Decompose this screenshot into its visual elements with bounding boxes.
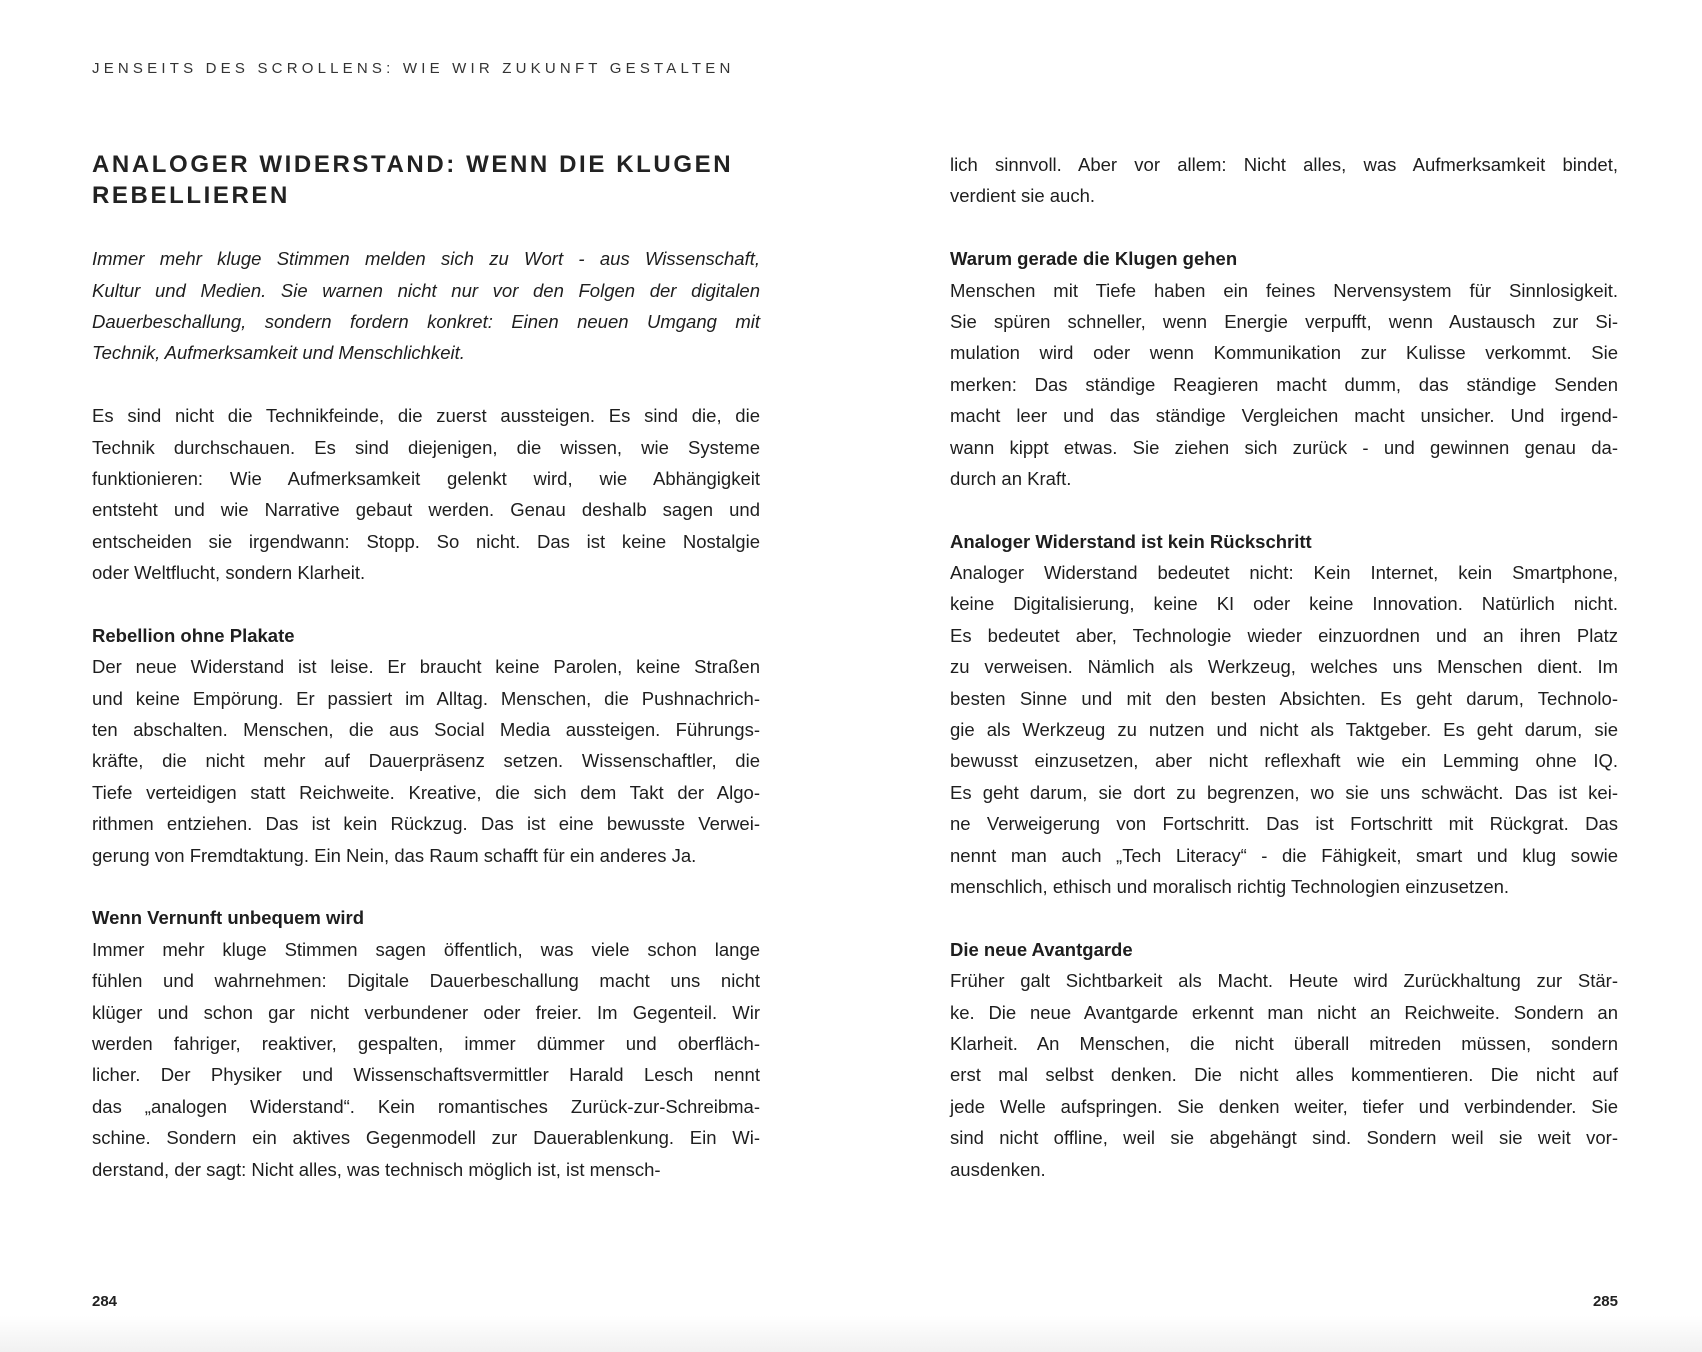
body-text-line: Es bedeutet aber, Technologie wieder einzuordnen und an ihren Platz bbox=[950, 624, 1618, 646]
body-text-line: bewusst einzusetzen, aber nicht reflexhaft wie ein Lemming ohne IQ. bbox=[950, 750, 1618, 772]
body-text-line: sind nicht offline, weil sie abgehängt sind. Sondern weil sie weit vor- bbox=[950, 1127, 1618, 1149]
body-text-line: Früher galt Sichtbarkeit als Macht. Heute wird Zurückhaltung zur Stär- bbox=[950, 970, 1618, 992]
body-text-line: entscheiden sie irgendwann: Stopp. So nicht. Das ist keine Nostalgie bbox=[92, 530, 760, 552]
left-page-column bbox=[92, 149, 760, 1185]
body-text-line: Technik durchschauen. Es sind diejenigen, die wissen, wie Systeme bbox=[92, 436, 760, 458]
section-heading: Analoger Widerstand ist kein Rückschritt bbox=[950, 530, 1312, 552]
body-text-line: zu verweisen. Nämlich als Werkzeug, welches uns Menschen dient. Im bbox=[950, 656, 1618, 678]
paragraph-gap bbox=[950, 494, 1618, 525]
bottom-shadow bbox=[0, 1316, 1702, 1352]
body-text-line: mulation wird oder wenn Kommunikation zur Kulisse verkommt. Sie bbox=[950, 342, 1618, 364]
body-text-line: ausdenken. bbox=[950, 1158, 1046, 1180]
paragraph-gap bbox=[92, 871, 760, 902]
body-text-line: schine. Sondern ein aktives Gegenmodell zur Dauerablenkung. Ein Wi- bbox=[92, 1127, 760, 1149]
body-text-line: durch an Kraft. bbox=[950, 467, 1072, 489]
body-text-line: verdient sie auch. bbox=[950, 185, 1096, 207]
body-text-line: Der neue Widerstand ist leise. Er braucht keine Parolen, keine Straßen bbox=[92, 656, 760, 678]
page-number-left: 284 bbox=[92, 1293, 118, 1310]
paragraph-gap bbox=[950, 212, 1618, 243]
section-heading: Die neue Avantgarde bbox=[950, 938, 1133, 960]
body-text-line: gie als Werkzeug zu nutzen und nicht als Taktgeber. Es geht darum, sie bbox=[950, 719, 1618, 741]
body-text-line: merken: Das ständige Reagieren macht dumm, das ständige Senden bbox=[950, 373, 1618, 395]
body-text-line: Sie spüren schneller, wenn Energie verpufft, wenn Austausch zur Si- bbox=[950, 310, 1618, 332]
body-text-line: wann kippt etwas. Sie ziehen sich zurück - und gewinnen genau da- bbox=[950, 436, 1618, 458]
page-number-right: 285 bbox=[1592, 1293, 1618, 1310]
body-text-line: Klarheit. An Menschen, die nicht überall mitreden müssen, sondern bbox=[950, 1032, 1618, 1054]
body-text-line: licher. Der Physiker und Wissenschaftsvermittler Harald Lesch nennt bbox=[92, 1064, 760, 1086]
intro-line: Technik, Aufmerksamkeit und Menschlichkeit. bbox=[92, 342, 465, 364]
body-text-line: rithmen entziehen. Das ist kein Rückzug. Das ist eine bewusste Verwei- bbox=[92, 813, 760, 835]
body-text-line: keine Digitalisierung, keine KI oder keine Innovation. Natürlich nicht. bbox=[950, 593, 1618, 615]
body-text-line: ke. Die neue Avantgarde erkennt man nicht an Reichweite. Sondern an bbox=[950, 1001, 1618, 1023]
body-text-line: und keine Empörung. Er passiert im Alltag. Menschen, die Pushnachrich- bbox=[92, 687, 760, 709]
body-text-line: macht leer und das ständige Vergleichen macht unsicher. Und irgend- bbox=[950, 405, 1618, 427]
body-text-line: ten abschalten. Menschen, die aus Social Media aussteigen. Führungs- bbox=[92, 719, 760, 741]
body-text-line: menschlich, ethisch und moralisch richtig Technologien einzusetzen. bbox=[950, 875, 1510, 897]
body-text-line: derstand, der sagt: Nicht alles, was technisch möglich ist, ist mensch- bbox=[92, 1158, 661, 1180]
paragraph-gap bbox=[950, 902, 1618, 933]
body-text-line: Es geht darum, sie dort zu begrenzen, wo sie uns schwächt. Das ist kei- bbox=[950, 781, 1618, 803]
body-text-line: besten Sinne und mit den besten Absichten. Es geht darum, Technolo- bbox=[950, 687, 1618, 709]
intro-line: Dauerbeschallung, sondern fordern konkret: Einen neuen Umgang mit bbox=[92, 310, 760, 332]
body-text-line: fühlen und wahrnehmen: Digitale Dauerbeschallung macht uns nicht bbox=[92, 970, 760, 992]
running-head: JENSEITS DES SCROLLENS: WIE WIR ZUKUNFT GESTALTEN bbox=[92, 60, 735, 77]
body-text-line: Menschen mit Tiefe haben ein feines Nervensystem für Sinnlosigkeit. bbox=[950, 279, 1618, 301]
body-text-line: lich sinnvoll. Aber vor allem: Nicht alles, was Aufmerksamkeit bindet, bbox=[950, 154, 1618, 175]
paragraph-gap bbox=[92, 212, 760, 243]
chapter-title-line: REBELLIEREN bbox=[92, 182, 290, 210]
body-text-line: Es sind nicht die Technikfeinde, die zuerst aussteigen. Es sind die, die bbox=[92, 405, 760, 427]
body-text-line: klüger und schon gar nicht verbundener oder freier. Im Gegenteil. Wir bbox=[92, 1001, 760, 1023]
intro-line: Kultur und Medien. Sie warnen nicht nur vor den Folgen der digitalen bbox=[92, 279, 760, 301]
body-text-line: gerung von Fremdtaktung. Ein Nein, das Raum schafft für ein anderes Ja. bbox=[92, 844, 697, 866]
section-heading: Rebellion ohne Plakate bbox=[92, 624, 295, 646]
body-text-line: funktionieren: Wie Aufmerksamkeit gelenkt wird, wie Abhängigkeit bbox=[92, 467, 760, 489]
section-heading: Wenn Vernunft unbequem wird bbox=[92, 907, 365, 929]
body-text-line: Immer mehr kluge Stimmen sagen öffentlich, was viele schon lange bbox=[92, 938, 760, 960]
body-text-line: nennt man auch „Tech Literacy“ - die Fähigkeit, smart und klug sowie bbox=[950, 844, 1618, 866]
paragraph-gap bbox=[92, 588, 760, 619]
body-text-line: erst mal selbst denken. Die nicht alles kommentieren. Die nicht auf bbox=[950, 1064, 1618, 1086]
body-text-line: ne Verweigerung von Fortschritt. Das ist Fortschritt mit Rückgrat. Das bbox=[950, 813, 1618, 835]
body-text-line: jede Welle aufspringen. Sie denken weiter, tiefer und verbindender. Sie bbox=[950, 1095, 1618, 1117]
intro-line: Immer mehr kluge Stimmen melden sich zu Wort - aus Wissenschaft, bbox=[92, 248, 760, 270]
body-text-line: werden fahriger, reaktiver, gespalten, immer dümmer und oberfläch- bbox=[92, 1032, 760, 1054]
body-text-line: Tiefe verteidigen statt Reichweite. Kreative, die sich dem Takt der Algo- bbox=[92, 781, 760, 803]
right-page-column bbox=[950, 149, 1618, 1185]
body-text-line: kräfte, die nicht mehr auf Dauerpräsenz setzen. Wissenschaftler, die bbox=[92, 750, 760, 772]
section-heading: Warum gerade die Klugen gehen bbox=[950, 248, 1238, 270]
body-text-line: entsteht und wie Narrative gebaut werden. Genau deshalb sagen und bbox=[92, 499, 760, 521]
body-text-line: oder Weltflucht, sondern Klarheit. bbox=[92, 562, 366, 584]
body-text-line: das „analogen Widerstand“. Kein romantisches Zurück-zur-Schreibma- bbox=[92, 1095, 760, 1117]
paragraph-gap bbox=[92, 369, 760, 400]
chapter-title-line: ANALOGER WIDERSTAND: WENN DIE KLUGEN bbox=[92, 151, 734, 178]
body-text-line: Analoger Widerstand bedeutet nicht: Kein Internet, kein Smartphone, bbox=[950, 562, 1618, 584]
